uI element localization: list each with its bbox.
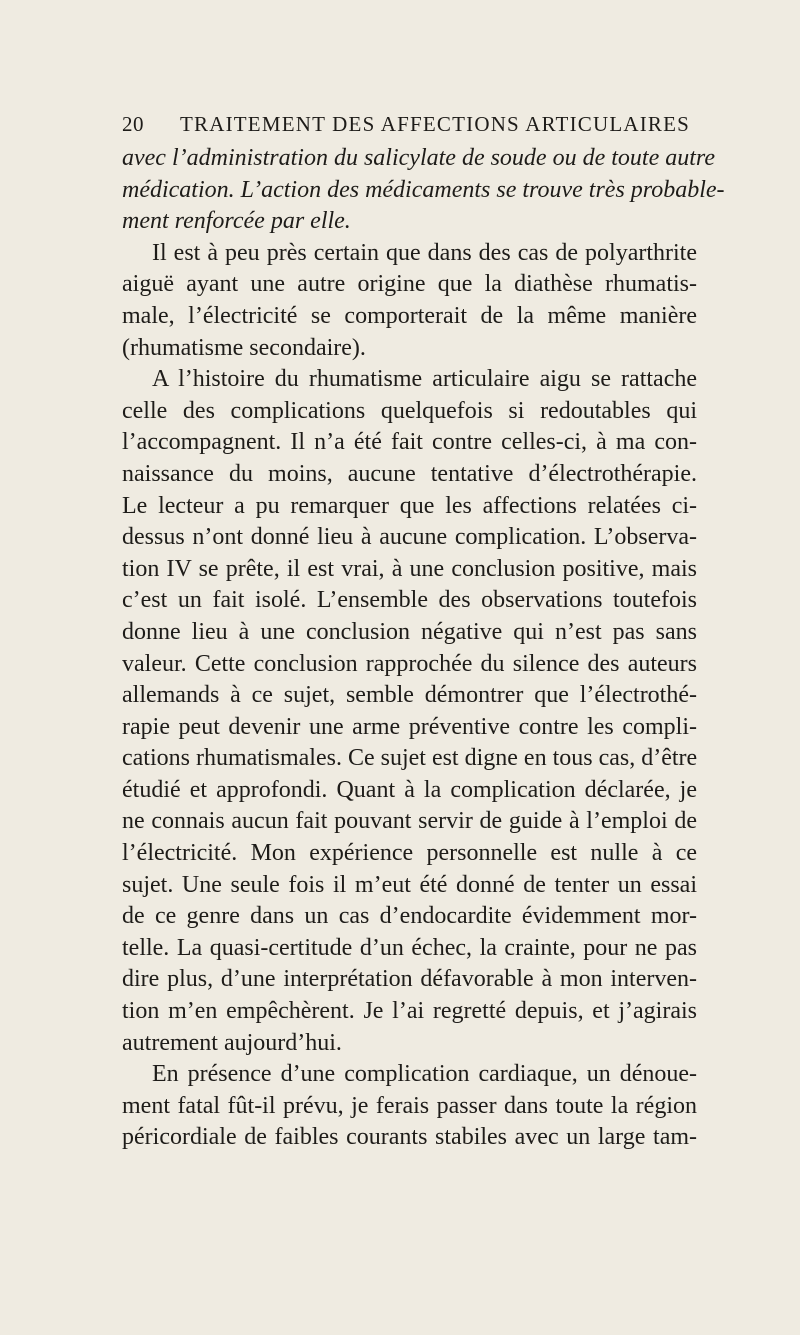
text-line: male, l’électricité se comporterait de la même manière xyxy=(122,302,697,329)
text-line: A l’histoire du rhumatisme articulaire aigu se rattache xyxy=(152,366,697,393)
text-line: telle. La quasi-certitude d’un échec, la crainte, pour ne pas xyxy=(122,934,697,961)
text-line: autrement aujourd’hui. xyxy=(122,1029,342,1056)
running-title: TRAITEMENT DES AFFECTIONS ARTICULAIRES xyxy=(179,112,691,136)
text-line: ment fatal fût-il prévu, je ferais passer dans toute la région xyxy=(122,1092,697,1119)
text-line: étudié et approfondi. Quant à la complication déclarée, je xyxy=(122,776,697,803)
text-line: de ce genre dans un cas d’endocardite évidemment mor- xyxy=(122,903,697,930)
text-line: c’est un fait isolé. L’ensemble des observations toutefois xyxy=(122,587,697,614)
text-line: sujet. Une seule fois il m’eut été donné de tenter un essai xyxy=(122,871,697,898)
text-line: rapie peut devenir une arme préventive contre les compli- xyxy=(122,713,697,740)
page-number: 20 xyxy=(122,112,144,136)
text-line: dire plus, d’une interprétation défavorable à mon interven- xyxy=(122,966,697,993)
text-line: naissance du moins, aucune tentative d’électrothérapie. xyxy=(122,460,697,487)
text-line: (rhumatisme secondaire). xyxy=(122,334,366,361)
text-line: cations rhumatismales. Ce sujet est digne en tous cas, d’être xyxy=(122,745,698,772)
text-line: tion m’en empêchèrent. Je l’ai regretté depuis, et j’agirais xyxy=(122,998,697,1025)
text-line: ment renforcée par elle. xyxy=(122,208,351,235)
running-head xyxy=(122,112,696,142)
text-line: péricordiale de faibles courants stabiles avec un large tam- xyxy=(122,1124,697,1151)
text-line: celle des complications quelquefois si redoutables qui xyxy=(122,397,697,424)
text-line: l’accompagnent. Il n’a été fait contre celles-ci, à ma con- xyxy=(122,429,697,456)
text-line: allemands à ce sujet, semble démontrer que l’électrothé- xyxy=(122,682,697,709)
text-line: médication. L’action des médicaments se trouve très probable- xyxy=(122,176,725,203)
text-line: ne connais aucun fait pouvant servir de guide à l’emploi de xyxy=(122,808,697,835)
text-line: Le lecteur a pu remarquer que les affections relatées ci- xyxy=(122,492,697,519)
text-line: Il est à peu près certain que dans des cas de polyarthrite xyxy=(152,239,697,266)
text-line: l’électricité. Mon expérience personnelle est nulle à ce xyxy=(122,840,697,867)
text-line: En présence d’une complication cardiaque, un dénoue- xyxy=(152,1061,697,1088)
text-line: tion IV se prête, il est vrai, à une conclusion positive, mais xyxy=(122,555,697,582)
text-line: aiguë ayant une autre origine que la diathèse rhumatis- xyxy=(122,271,697,298)
body-text xyxy=(122,143,725,1154)
text-line: valeur. Cette conclusion rapprochée du silence des auteurs xyxy=(122,650,697,677)
text-line: dessus n’ont donné lieu à aucune complication. L’observa- xyxy=(122,524,697,551)
text-line: avec l’administration du salicylate de soude ou de toute autre xyxy=(122,145,715,171)
text-line: donne lieu à une conclusion négative qui n’est pas sans xyxy=(122,618,697,645)
